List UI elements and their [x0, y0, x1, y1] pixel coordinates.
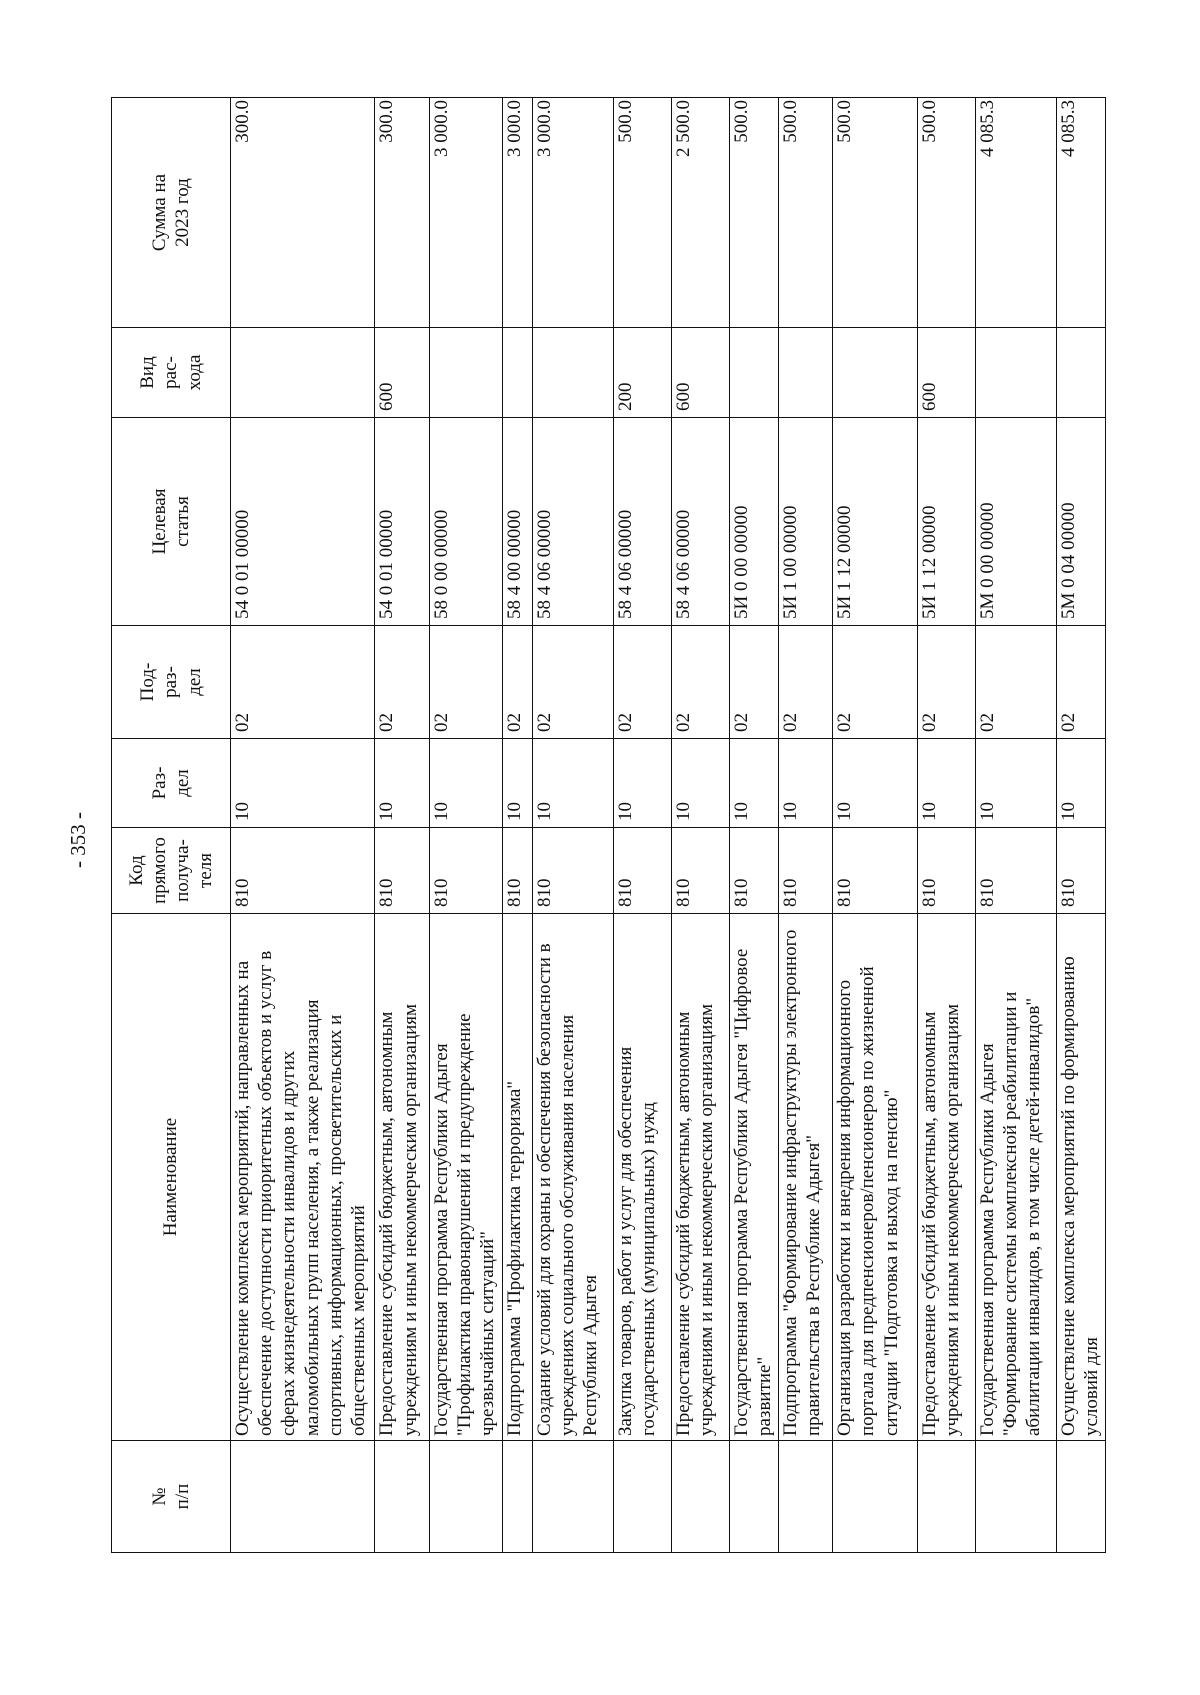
cell-num: [532, 1441, 613, 1553]
cell-code: 810: [614, 828, 672, 914]
cell-expense-type: [833, 328, 918, 418]
cell-code: 810: [778, 828, 833, 914]
cell-sum: 300.0: [231, 98, 375, 328]
cell-name: Создание условий для охраны и обеспечения безопасности в учреждениях социального обслуживания населения Республики Адыгея: [532, 914, 613, 1441]
table-row: [917, 98, 975, 1553]
cell-article: 58 4 06 00000: [532, 418, 613, 626]
cell-section: 10: [532, 739, 613, 828]
cell-name: Государственная программа Республики Адыгея "Формирование системы комплексной реабилитации и абилитации инвалидов, в том числе детей-инвалидов": [975, 914, 1056, 1441]
cell-expense-type: [532, 328, 613, 418]
cell-section: 10: [778, 739, 833, 828]
cell-section: 10: [614, 739, 672, 828]
cell-code: 810: [833, 828, 918, 914]
cell-sum: 500.0: [917, 98, 975, 328]
budget-table: [111, 97, 1106, 1553]
cell-num: [430, 1441, 503, 1553]
cell-name: Подпрограмма "Формирование инфраструктуры электронного правительства в Республике Адыгея": [778, 914, 833, 1441]
table-header-row: [112, 98, 231, 1553]
cell-num: [502, 1441, 532, 1553]
cell-name: Закупка товаров, работ и услуг для обеспечения государственных (муниципальных) нужд: [614, 914, 672, 1441]
cell-sum: 500.0: [833, 98, 918, 328]
cell-section: 10: [917, 739, 975, 828]
cell-section: 10: [975, 739, 1056, 828]
cell-code: 810: [729, 828, 778, 914]
cell-name: Предоставление субсидий бюджетным, автономным учреждениям и иным некоммерческим организациям: [672, 914, 730, 1441]
header-name: [112, 914, 231, 1441]
cell-code: 810: [532, 828, 613, 914]
cell-expense-type: [729, 328, 778, 418]
cell-name: Предоставление субсидий бюджетным, автономным учреждениям и иным некоммерческим организациям: [917, 914, 975, 1441]
cell-sum: 3 000.0: [502, 98, 532, 328]
cell-article: 5И 1 12 00000: [917, 418, 975, 626]
cell-section: 10: [502, 739, 532, 828]
cell-name: Осуществление комплекса мероприятий, направленных на обеспечение доступности приоритетных объектов и услуг в сферах жизнедеятельности инвалидов и других маломобильных групп населения, а также реализация спортивных, информационных, просветительских и общественных мероприятий: [231, 914, 375, 1441]
cell-sum: 300.0: [375, 98, 430, 328]
cell-article: 58 0 00 00000: [430, 418, 503, 626]
header-article-label: Целевая статья: [148, 488, 193, 555]
cell-num: [778, 1441, 833, 1553]
cell-sum: 4 085.3: [1057, 98, 1106, 328]
cell-subsection: 02: [532, 626, 613, 739]
cell-num: [672, 1441, 730, 1553]
header-article: [112, 418, 231, 626]
table-row: [729, 98, 778, 1553]
header-code-label: Код прямого получа- теля: [125, 837, 217, 904]
cell-article: 54 0 01 00000: [231, 418, 375, 626]
cell-name: Подпрограмма "Профилактика терроризма": [502, 914, 532, 1441]
cell-section: 10: [1057, 739, 1106, 828]
header-sum: [112, 98, 231, 328]
cell-expense-type: [502, 328, 532, 418]
header-num-label: № п/п: [148, 1483, 193, 1510]
cell-code: 810: [1057, 828, 1106, 914]
cell-num: [614, 1441, 672, 1553]
cell-subsection: 02: [672, 626, 730, 739]
cell-code: 810: [917, 828, 975, 914]
cell-sum: 3 000.0: [532, 98, 613, 328]
header-expense-type: [112, 328, 231, 418]
page-number: - 353 -: [65, 812, 90, 868]
rotated-table-wrapper: [111, 98, 1106, 1553]
header-code: [112, 828, 231, 914]
cell-sum: 500.0: [614, 98, 672, 328]
cell-num: [729, 1441, 778, 1553]
cell-section: 10: [833, 739, 918, 828]
cell-article: 5М 0 04 00000: [1057, 418, 1106, 626]
cell-subsection: 02: [375, 626, 430, 739]
cell-subsection: 02: [430, 626, 503, 739]
header-num: [112, 1441, 231, 1553]
table-row: [231, 98, 375, 1553]
cell-num: [917, 1441, 975, 1553]
table-row: [1057, 98, 1106, 1553]
cell-num: [375, 1441, 430, 1553]
table-row: [778, 98, 833, 1553]
table-row: [833, 98, 918, 1553]
cell-sum: 4 085.3: [975, 98, 1056, 328]
cell-name: Государственная программа Республики Адыгея "Цифровое развитие": [729, 914, 778, 1441]
cell-section: 10: [231, 739, 375, 828]
cell-expense-type: 600: [917, 328, 975, 418]
cell-num: [1057, 1441, 1106, 1553]
cell-subsection: 02: [502, 626, 532, 739]
cell-name: Предоставление субсидий бюджетным, автономным учреждениям и иным некоммерческим организациям: [375, 914, 430, 1441]
cell-code: 810: [502, 828, 532, 914]
cell-subsection: 02: [975, 626, 1056, 739]
cell-expense-type: 200: [614, 328, 672, 418]
cell-section: 10: [430, 739, 503, 828]
cell-sum: 3 000.0: [430, 98, 503, 328]
cell-subsection: 02: [778, 626, 833, 739]
cell-expense-type: [1057, 328, 1106, 418]
header-section: [112, 739, 231, 828]
cell-expense-type: 600: [672, 328, 730, 418]
header-section-label: Раз- дел: [148, 766, 193, 800]
header-name-label: Наименование: [160, 1117, 182, 1237]
header-subsection: [112, 626, 231, 739]
header-subsection-label: Под- раз- дел: [137, 662, 205, 702]
cell-code: 810: [672, 828, 730, 914]
header-sum-label: Сумма на 2023 год: [148, 173, 193, 252]
cell-code: 810: [231, 828, 375, 914]
cell-expense-type: 600: [375, 328, 430, 418]
cell-subsection: 02: [614, 626, 672, 739]
table-row: [532, 98, 613, 1553]
cell-article: 5И 1 00 00000: [778, 418, 833, 626]
cell-article: 5И 1 12 00000: [833, 418, 918, 626]
cell-section: 10: [672, 739, 730, 828]
cell-subsection: 02: [917, 626, 975, 739]
cell-num: [231, 1441, 375, 1553]
cell-code: 810: [430, 828, 503, 914]
cell-subsection: 02: [1057, 626, 1106, 739]
cell-name: Осуществление комплекса мероприятий по формированию условий для: [1057, 914, 1106, 1441]
cell-subsection: 02: [729, 626, 778, 739]
cell-name: Государственная программа Республики Адыгея "Профилактика правонарушений и предупреждение чрезвычайных ситуаций": [430, 914, 503, 1441]
table-row: [375, 98, 430, 1553]
table-row: [975, 98, 1056, 1553]
cell-article: 58 4 06 00000: [614, 418, 672, 626]
cell-section: 10: [375, 739, 430, 828]
table-row: [430, 98, 503, 1553]
table-row: [614, 98, 672, 1553]
cell-expense-type: [430, 328, 503, 418]
cell-article: 5М 0 00 00000: [975, 418, 1056, 626]
cell-sum: 500.0: [778, 98, 833, 328]
cell-num: [833, 1441, 918, 1553]
cell-code: 810: [375, 828, 430, 914]
cell-expense-type: [778, 328, 833, 418]
cell-sum: 500.0: [729, 98, 778, 328]
cell-expense-type: [975, 328, 1056, 418]
cell-article: 58 4 06 00000: [672, 418, 730, 626]
cell-article: 54 0 01 00000: [375, 418, 430, 626]
cell-code: 810: [975, 828, 1056, 914]
cell-sum: 2 500.0: [672, 98, 730, 328]
cell-subsection: 02: [231, 626, 375, 739]
cell-section: 10: [729, 739, 778, 828]
cell-article: 58 4 00 00000: [502, 418, 532, 626]
cell-name: Организация разработки и внедрения информационного портала для предпенсионеров/пенсионеров по жизненной ситуации "Подготовка и выход на пенсию": [833, 914, 918, 1441]
header-expense-type-label: Вид рас- хода: [137, 354, 205, 391]
cell-article: 5И 0 00 00000: [729, 418, 778, 626]
table-row: [672, 98, 730, 1553]
table-row: [502, 98, 532, 1553]
cell-num: [975, 1441, 1056, 1553]
cell-subsection: 02: [833, 626, 918, 739]
cell-expense-type: [231, 328, 375, 418]
